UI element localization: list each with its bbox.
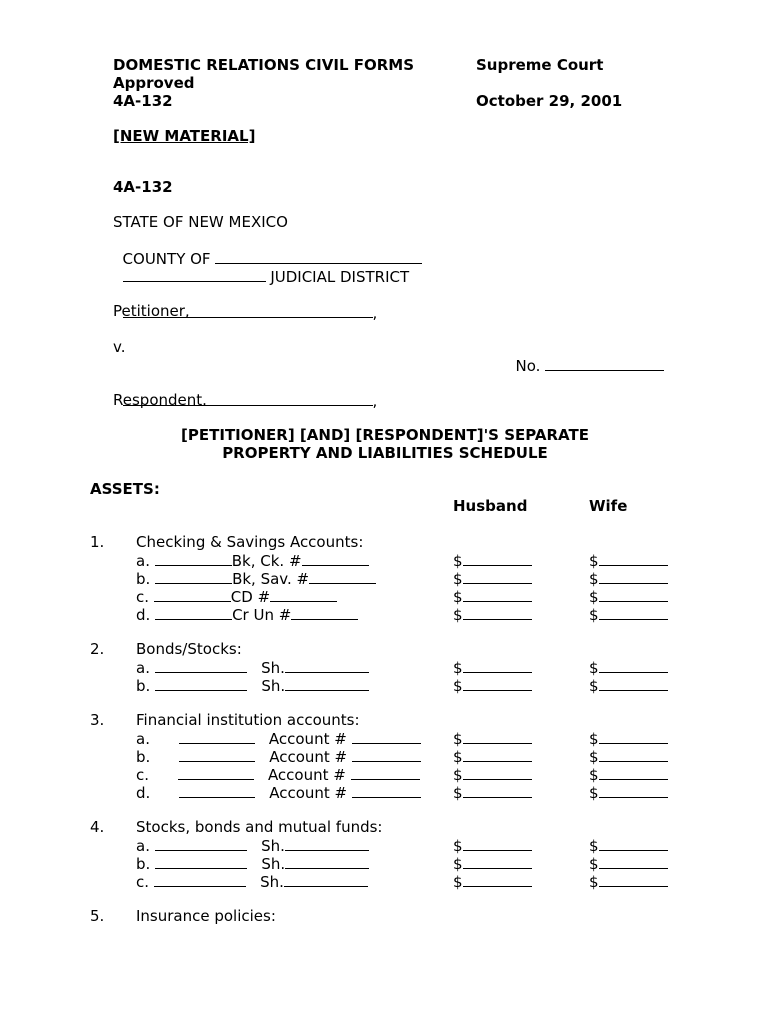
asset-row [136, 569, 376, 588]
husband-amount-blank[interactable] [463, 551, 532, 566]
asset-row-blank-1[interactable] [155, 676, 247, 691]
wife-amount [589, 783, 668, 802]
asset-item-label: Financial institution accounts: [136, 711, 360, 729]
asset-row-blank-1[interactable] [155, 658, 247, 673]
versus-label: v. [113, 338, 126, 356]
currency-sign: $ [589, 873, 599, 891]
asset-row [136, 765, 420, 784]
header-right-date: October 29, 2001 [476, 92, 623, 110]
currency-sign: $ [589, 730, 599, 748]
column-husband: Husband [453, 497, 528, 515]
asset-row-blank-2[interactable] [285, 676, 369, 691]
petitioner-label: Petitioner, [113, 302, 190, 320]
asset-row-mid-label: Sh. [261, 855, 286, 873]
husband-amount-blank[interactable] [463, 569, 532, 584]
asset-row-letter: a. [136, 552, 150, 570]
currency-sign: $ [589, 837, 599, 855]
asset-item-label: Insurance policies: [136, 907, 276, 925]
asset-row-letter: b. [136, 570, 151, 588]
asset-item-label: Bonds/Stocks: [136, 640, 242, 658]
asset-row-blank-1[interactable] [155, 854, 247, 869]
asset-row-blank-2[interactable] [352, 783, 421, 798]
district-line [113, 249, 409, 286]
currency-sign: $ [453, 677, 463, 695]
header-right-title: Supreme Court [476, 56, 604, 74]
asset-row-mid-label: Account # [269, 784, 348, 802]
asset-row-blank-2[interactable] [284, 872, 368, 887]
asset-row [136, 605, 358, 624]
wife-amount-blank[interactable] [599, 729, 668, 744]
asset-row-mid-label: Bk, Ck. # [231, 552, 302, 570]
husband-amount-blank[interactable] [463, 872, 532, 887]
currency-sign: $ [589, 588, 599, 606]
asset-row [136, 836, 369, 855]
wife-amount [589, 605, 668, 624]
husband-amount-blank[interactable] [463, 605, 532, 620]
asset-row-letter: c. [136, 873, 150, 891]
asset-row-letter: a. [136, 659, 150, 677]
asset-row-letter: a. [136, 730, 150, 748]
new-material-label: [NEW MATERIAL] [113, 127, 256, 145]
asset-row-blank-2[interactable] [270, 587, 337, 602]
wife-amount-blank[interactable] [599, 569, 668, 584]
asset-row-mid-label: Sh. [261, 677, 286, 695]
currency-sign: $ [589, 677, 599, 695]
asset-row-blank-1[interactable] [155, 551, 232, 566]
wife-amount-blank[interactable] [599, 587, 668, 602]
currency-sign: $ [453, 659, 463, 677]
asset-row [136, 658, 369, 677]
case-number-line [506, 338, 664, 375]
husband-amount [453, 783, 532, 802]
case-number-blank[interactable] [545, 356, 664, 371]
asset-row-blank-1[interactable] [155, 569, 232, 584]
currency-sign: $ [453, 873, 463, 891]
asset-item-number: 3. [90, 711, 105, 729]
husband-amount-blank[interactable] [463, 854, 532, 869]
asset-row-mid-label: CD # [230, 588, 271, 606]
asset-item-number: 4. [90, 818, 105, 836]
husband-amount [453, 605, 532, 624]
asset-row-mid-label: Account # [269, 748, 348, 766]
asset-row [136, 872, 368, 891]
asset-row-blank-1[interactable] [178, 765, 254, 780]
currency-sign: $ [453, 766, 463, 784]
asset-row-blank-2[interactable] [291, 605, 358, 620]
asset-item-number: 1. [90, 533, 105, 551]
county-label: COUNTY OF [122, 250, 211, 268]
wife-amount-blank[interactable] [599, 836, 668, 851]
currency-sign: $ [453, 570, 463, 588]
asset-item-number: 5. [90, 907, 105, 925]
asset-row-letter: a. [136, 837, 150, 855]
district-label: JUDICIAL DISTRICT [270, 268, 410, 286]
asset-row-letter: c. [136, 588, 150, 606]
respondent-comma: , [372, 392, 378, 410]
wife-amount [589, 676, 668, 695]
asset-row-blank-2[interactable] [351, 765, 420, 780]
asset-row-blank-1[interactable] [155, 836, 247, 851]
husband-amount-blank[interactable] [463, 676, 532, 691]
wife-amount-blank[interactable] [599, 676, 668, 691]
district-blank[interactable] [123, 267, 266, 282]
asset-row [136, 676, 369, 695]
asset-row-blank-1[interactable] [179, 747, 255, 762]
asset-row-mid-label: Account # [268, 730, 347, 748]
header-form-code: 4A-132 [113, 92, 173, 110]
wife-amount [589, 658, 668, 677]
assets-heading: ASSETS: [90, 480, 160, 498]
currency-sign: $ [453, 552, 463, 570]
case-number-label: No. [515, 357, 541, 375]
asset-row-blank-1[interactable] [179, 729, 255, 744]
husband-amount [453, 569, 532, 588]
column-wife: Wife [589, 497, 628, 515]
asset-row-blank-2[interactable] [285, 836, 369, 851]
currency-sign: $ [453, 730, 463, 748]
state-label: STATE OF NEW MEXICO [113, 213, 288, 231]
asset-row-blank-1[interactable] [179, 783, 255, 798]
asset-item-label: Stocks, bonds and mutual funds: [136, 818, 383, 836]
asset-row [136, 587, 337, 606]
wife-amount-blank[interactable] [599, 854, 668, 869]
husband-amount [453, 872, 532, 891]
wife-amount [589, 551, 668, 570]
wife-amount [589, 747, 668, 766]
schedule-title-line1: [PETITIONER] [AND] [RESPONDENT]'S SEPARATE [181, 426, 589, 444]
wife-amount [589, 729, 668, 748]
currency-sign: $ [453, 837, 463, 855]
wife-amount [589, 854, 668, 873]
currency-sign: $ [589, 552, 599, 570]
currency-sign: $ [589, 855, 599, 873]
currency-sign: $ [589, 570, 599, 588]
header-left-sub: Approved [113, 74, 195, 92]
currency-sign: $ [589, 766, 599, 784]
husband-amount [453, 854, 532, 873]
asset-row-blank-2[interactable] [285, 658, 369, 673]
asset-item-label: Checking & Savings Accounts: [136, 533, 364, 551]
header-left-title: DOMESTIC RELATIONS CIVIL FORMS [113, 56, 415, 74]
asset-row-blank-1[interactable] [154, 872, 246, 887]
asset-row-blank-2[interactable] [302, 551, 369, 566]
wife-amount-blank[interactable] [599, 551, 668, 566]
currency-sign: $ [589, 659, 599, 677]
asset-row-blank-2[interactable] [352, 729, 421, 744]
wife-amount-blank[interactable] [599, 747, 668, 762]
husband-amount-blank[interactable] [463, 765, 532, 780]
asset-row-mid-label: Account # [267, 766, 346, 784]
wife-amount [589, 872, 668, 891]
husband-amount [453, 765, 532, 784]
husband-amount [453, 747, 532, 766]
asset-row-blank-2[interactable] [352, 747, 421, 762]
husband-amount [453, 658, 532, 677]
currency-sign: $ [589, 784, 599, 802]
asset-row-mid-label: Sh. [261, 659, 285, 677]
husband-amount [453, 587, 532, 606]
wife-amount-blank[interactable] [599, 872, 668, 887]
husband-amount-blank[interactable] [463, 747, 532, 762]
currency-sign: $ [453, 748, 463, 766]
asset-row [136, 854, 369, 873]
asset-row-letter: c. [136, 766, 150, 784]
currency-sign: $ [453, 606, 463, 624]
asset-row [136, 747, 421, 766]
asset-row-mid-label: Sh. [261, 837, 285, 855]
husband-amount [453, 551, 532, 570]
asset-row [136, 783, 421, 802]
asset-row-blank-2[interactable] [309, 569, 376, 584]
asset-row-letter: b. [136, 677, 151, 695]
wife-amount [589, 836, 668, 855]
asset-row-blank-1[interactable] [155, 605, 232, 620]
petitioner-comma: , [372, 304, 378, 322]
wife-amount-blank[interactable] [599, 765, 668, 780]
currency-sign: $ [453, 588, 463, 606]
husband-amount-blank[interactable] [463, 836, 532, 851]
currency-sign: $ [589, 606, 599, 624]
wife-amount-blank[interactable] [599, 658, 668, 673]
husband-amount-blank[interactable] [463, 658, 532, 673]
wife-amount [589, 569, 668, 588]
currency-sign: $ [453, 784, 463, 802]
asset-row-letter: d. [136, 606, 151, 624]
asset-row-mid-label: Cr Un # [232, 606, 292, 624]
asset-row-blank-1[interactable] [154, 587, 231, 602]
wife-amount [589, 587, 668, 606]
husband-amount [453, 836, 532, 855]
husband-amount [453, 729, 532, 748]
currency-sign: $ [453, 855, 463, 873]
schedule-title-line2: PROPERTY AND LIABILITIES SCHEDULE [222, 444, 548, 462]
asset-row [136, 729, 421, 748]
asset-row-mid-label: Bk, Sav. # [232, 570, 310, 588]
husband-amount-blank[interactable] [463, 587, 532, 602]
form-number: 4A-132 [113, 178, 173, 196]
respondent-label: Respondent. [113, 391, 207, 409]
asset-row-letter: b. [136, 748, 151, 766]
husband-amount-blank[interactable] [463, 783, 532, 798]
wife-amount-blank[interactable] [599, 605, 668, 620]
asset-row-mid-label: Sh. [260, 873, 284, 891]
husband-amount [453, 676, 532, 695]
asset-item-number: 2. [90, 640, 105, 658]
currency-sign: $ [589, 748, 599, 766]
wife-amount-blank[interactable] [599, 783, 668, 798]
asset-row-blank-2[interactable] [285, 854, 369, 869]
wife-amount [589, 765, 668, 784]
asset-row [136, 551, 369, 570]
asset-row-letter: b. [136, 855, 151, 873]
husband-amount-blank[interactable] [463, 729, 532, 744]
asset-row-letter: d. [136, 784, 151, 802]
